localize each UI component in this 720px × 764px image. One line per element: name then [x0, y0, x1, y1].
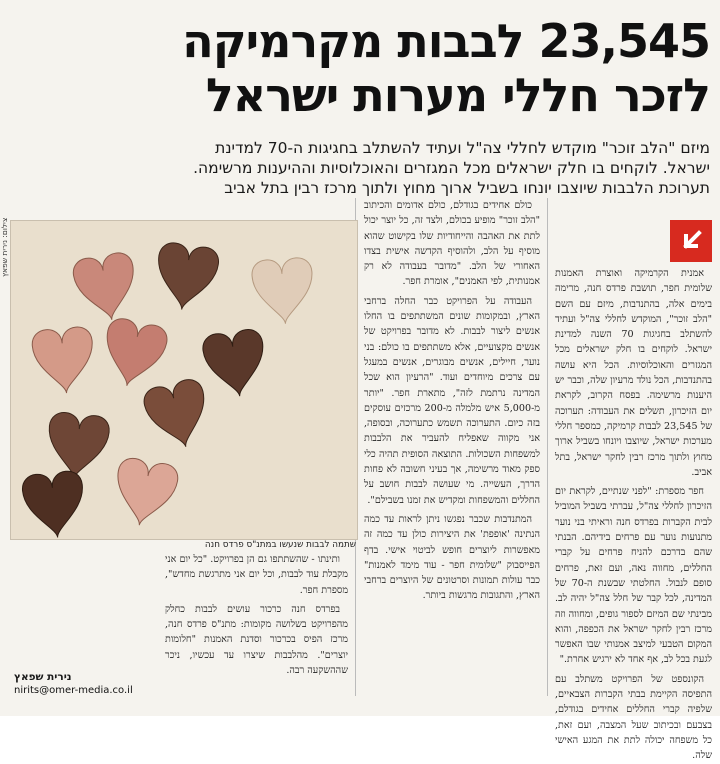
column-1-paragraph: הקונספט של הפרויקט משתלב עם התפיסה הקיימת בבתי הקברות הצבאיים, שלפיה קברי החללים אחידים בגודלם, בצבעם ובכיתוב שעל המצבה, ועם זאת, כל משפחה יכולה לתת את המגע האישי שלה.: [555, 673, 712, 762]
column-1-paragraph: אמנית הקרמיקה ואוצרת האמנות שלומית חפר, תושבת פרדס חנה, מרימה בימים אלה, בהתנדבות, מיזם עם השם "הלב זוכר", המוקדש לחללי צה"ל ועתיד להשתלב בחגיגות 70 השנה למדינת ישראל. לוקחים בו חלק ישראלים מכל המגזרים והאוכלוסיות. הכל היא עושה בהתנדבות, הכל נולד מרעיון שלה, וכבר יש היענות מרשימה. בפסח הקרוב, לקראת יום הזיכרון, תשלים את העבודה: תערוכה של 23,545 לבבות קרמיקה, כמספר חללי מערכות ישראל, שיוצבו ויונחו בשביל ארוך מחוץ ולתוך מרכז רבין לחקר ישראל, בתל אביב.: [555, 268, 712, 478]
article-column-2: [364, 198, 540, 703]
headline-line-2: לזכר חללי מערות ישראל: [205, 68, 710, 122]
column-divider: [547, 198, 548, 696]
ceramic-hearts-image: [11, 221, 357, 539]
headline-line-1: 23,545 לבבות מקרמיקה: [182, 14, 710, 68]
column-2-paragraph: כולם אחידים בגודלם, כולם אדומים והכיתוב "הלב זוכר" מופיע בכולם, ולצד זה, כל יוצר יכול לתת את האהבה והייחודיות שלו בקישוט שהוא מוסיף על הלב, ולהוסיף הקדשה אישית בצדו האחורי של הלב. "מדובר בעבודה לא רק אמנותית, לפי האמנים", אומרת חפר.: [364, 200, 540, 288]
author-name: נירית שפאץ: [14, 671, 72, 683]
photo-credit: צילום: נירית שפאץ: [0, 218, 9, 278]
column-3-paragraph: בפרדס חנה כרכור עושים לבבות כחלק מהפרויקט בשלושה מקומות: מתנ"ס פרדס חנה, מרכז הפיס בכרכור וסדנת האמנות "חלומות יוצרים". מהלבבות שיצרו עד עכשיו, ניכר שההשקעה רבה.: [165, 603, 348, 677]
byline: [14, 670, 194, 698]
arrow-badge: [670, 220, 712, 262]
column-2-paragraph: המתנדבות שכבר נפגשו ניתן לראות עד כמה הנתינה 'אופפת' את היצירות כולן עד כמה זה מאפשרות ליוצרים חופש לביטוי אישי. בדף הפייסבוק "שלומית חפר - עוד מימד לאמנות" כבר עולות תמונות וסרטונים של היוצרים ברחבי הארץ, והתגובות מרגשות ביותר.: [364, 513, 540, 602]
article-column-3: [165, 552, 348, 677]
article-column-1: [554, 266, 712, 762]
hearts-photo: [10, 220, 358, 540]
author-email[interactable]: nirits@omer-media.co.il: [14, 685, 133, 696]
article-subhead: מיזם "הלב זוכר" מוקדש לחללי צה"ל ועתיד להשתלב בחגיגות ה-70 למדינת ישראל. לוקחים בו חלק ישראלים מכל המגזרים והאוכלוסיות וההיענות מרשימה. תערוכת הלבבות שיוצבו יונחו בשביל ארוך מחוץ ולתוך מרכז רבין בתל אביב: [193, 139, 710, 197]
column-1-paragraph: חפר מספרת: "לפני שנתיים, לקראת יום הזיכרון לחללי צה"ל, עברתי בשביל המוביל לבית הקברות בפרדס חנה וראיתי בני נוער מתנועות נוער עם פרחים בידיהם. הבנתי שהם בדרכם להניח פרחים על קברי החללים, מחווה נאה, ועם זאת, פרחים סופם לנבול. החלטתי שבשנת ה-70 של המדינה, לכל קבר של חלל צה"ל יהיה לב. מבינתי שם המיזם לספור גופים, ומחווה וזה מרכז רבין לחקר ישראל את הכפפה, והוא המקום הטבעי למיצב אמנותי שבו האפשר לגעת בכל לב, אף אחד לא ירגיש אחרת.": [554, 486, 712, 666]
column-3-paragraph: ותינתו - שהשתתפו גם הן בפרויקט. "כל יום אני מקבלת עוד לבבות, וכל יום אני מתרגשת מחדש", מספרת חפר.: [165, 554, 348, 596]
photo-caption: שתמה לבבות שנעשו במתנ"ס פרדס חנה: [204, 540, 356, 550]
down-left-arrow-icon: [677, 227, 705, 255]
column-2-paragraph: העבודה על הפרויקט כבר החלה ברחבי הארץ, ובמקומות שונים המשתתפים בו החלו אנשים ליצור לבבות. לא מדובר בפרויקט של אנשים מקצועיים, אלא משתתפים בו כולם: בני נוער, חיילים, אנשים מבוגרים, אנשים במעגל עם צרכים מיוחדים ועוד. "הרעיון הוא שכל המדינה נרתמת לזה", מתארת חפר. "יותר מ-5,000 איש מלמלה מ-200 מרכזים עוסקים בזה כיום. התערוכה תשמש כתערוכה, ובסופה, אני מקווה שאפליח להעביר את הלבבות למשפחות השכולות. התוצאה הסופית תהיה כלי ספק מאוד מרשימה, אך בעיני חשובה לא פחות הדרך, העשייה. מי שעושה לבבות חושב על החללים והמשפחות ומקדיש את זמנו בשבילם".: [364, 295, 540, 506]
